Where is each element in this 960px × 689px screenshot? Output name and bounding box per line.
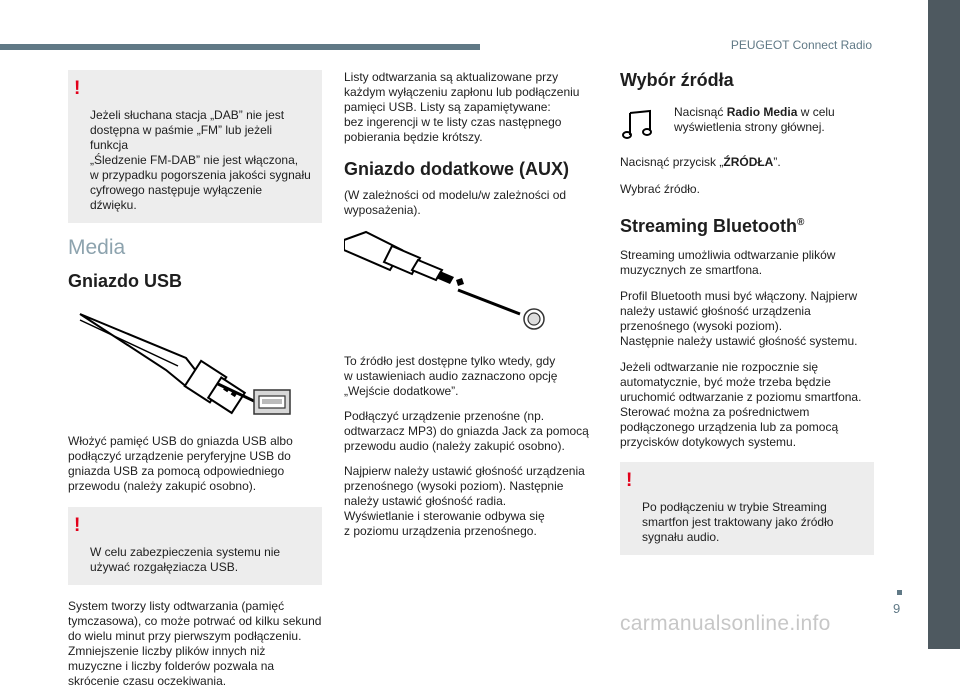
sources-label: ŹRÓDŁA (723, 155, 774, 169)
aux-heading: Gniazdo dodatkowe (AUX) (344, 159, 569, 179)
aux-diagram (344, 222, 598, 340)
usb-cable-edge (80, 320, 178, 366)
source-press-text (674, 105, 874, 135)
source-instruction (620, 105, 874, 145)
note-streaming-text: Po podłączeniu w trybie Streaming smartfon jest traktowany jako źródło sygnału audio. (642, 500, 834, 544)
aux-connect-text: Podłączyć urządzenie przenośne (np. odtwarzacz MP3) do gniazda Jack za pomocą przewodu audio (należy zakupić osobno). (344, 409, 589, 453)
source-button-suffix: ”. (773, 155, 781, 169)
header-bar (0, 44, 480, 50)
registered-mark: ® (797, 217, 805, 228)
source-button-text (620, 155, 874, 170)
bluetooth-auto-text: Jeżeli odtwarzanie nie rozpocznie się automatycznie, być może trzeba będzie uruchomić odtwarzanie z poziomu smartfona. Sterować można za pośrednictwem podłączonego urządzenia lub za pomocą przycisków dotykowych systemu. (620, 360, 862, 449)
exclamation-icon: ! (74, 78, 81, 99)
note-usb-hub (68, 507, 322, 585)
source-press-suffix: w celu wyświetlenia strony głównej. (674, 105, 835, 134)
bluetooth-heading-text: Streaming Bluetooth (620, 216, 798, 236)
bluetooth-intro: Streaming umożliwia odtwarzanie plików muzycznych ze smartfona. (620, 248, 836, 277)
usb-cable (80, 314, 200, 388)
source-button-prefix: Nacisnąć przycisk „ (620, 155, 724, 169)
usb-text: Włożyć pamięć USB do gniazda USB albo podłączyć urządzenie peryferyjne USB do gniazda USB za pomocą odpowiedniego przewodu (należy zakupić osobno). (68, 434, 293, 493)
page-number: 9 (893, 601, 901, 616)
column-2 (344, 70, 598, 539)
playlist-text: System tworzy listy odtwarzania (pamięć tymczasowa), co może potrwać od kilku sekund do wielu minut przy pierwszym podłączeniu. Zmniejszenie liczby plików innych niż muzyczne i liczby folderów pozwala na skrócenie czasu oczekiwania. (68, 599, 322, 688)
note-dab (68, 70, 322, 223)
column-1 (68, 70, 322, 689)
source-heading: Wybór źródła (620, 70, 734, 90)
bluetooth-heading (620, 216, 874, 237)
page-marker (897, 590, 902, 595)
note-streaming (620, 462, 874, 555)
music-note-icon (622, 107, 654, 141)
radio-media-label: Radio Media (726, 105, 798, 119)
aux-intro: (W zależności od modelu/w zależności od wyposażenia). (344, 188, 567, 217)
page-edge-band (928, 0, 960, 649)
media-heading: Media (68, 236, 126, 259)
playlist-update-text: Listy odtwarzania są aktualizowane przy każdym wyłączeniu zapłonu lub podłączeniu pamięci USB. Listy są zapamiętywane: bez ingerencji w te listy czas następnego pobierania będzie krótszy. (344, 70, 580, 144)
header-title: PEUGEOT Connect Radio (730, 38, 872, 52)
source-select-text: Wybrać źródło. (620, 182, 700, 196)
watermark: carmanualsonline.info (620, 612, 831, 635)
bluetooth-profile-text: Profil Bluetooth musi być włączony. Najpierw należy ustawić głośność urządzenia przenośnego (wysoki poziom). Następnie należy ustawić głośność systemu. (620, 289, 858, 348)
usb-heading: Gniazdo USB (68, 271, 183, 291)
exclamation-icon: ! (74, 515, 81, 536)
source-press-prefix: Nacisnąć (674, 105, 727, 119)
usb-diagram (68, 300, 322, 420)
note-dab-text: Jeżeli słuchana stacja „DAB” nie jest dostępna w paśmie „FM” lub jeżeli funkcja „Śledzenie FM-DAB” nie jest włączona, w przypadku pogorszenia jakości sygnału cyfrowego następuje wyłączenie dźwięku. (90, 108, 311, 212)
aux-volume-text: Najpierw należy ustawić głośność urządzenia przenośnego (wysoki poziom). Następnie należy ustawić głośność radia. Wyświetlanie i sterowanie odbywa się z poziomu urządzenia przenośnego. (344, 464, 585, 538)
pointer-line (458, 290, 520, 314)
aux-source-text: To źródło jest dostępne tylko wtedy, gdy w ustawieniach audio zaznaczono opcję „Wejście dodatkowe”. (344, 354, 558, 398)
note-usb-hub-text: W celu zabezpieczenia systemu nie używać rozgałęziacza USB. (90, 545, 281, 574)
column-3 (620, 70, 874, 555)
exclamation-icon: ! (626, 470, 633, 491)
